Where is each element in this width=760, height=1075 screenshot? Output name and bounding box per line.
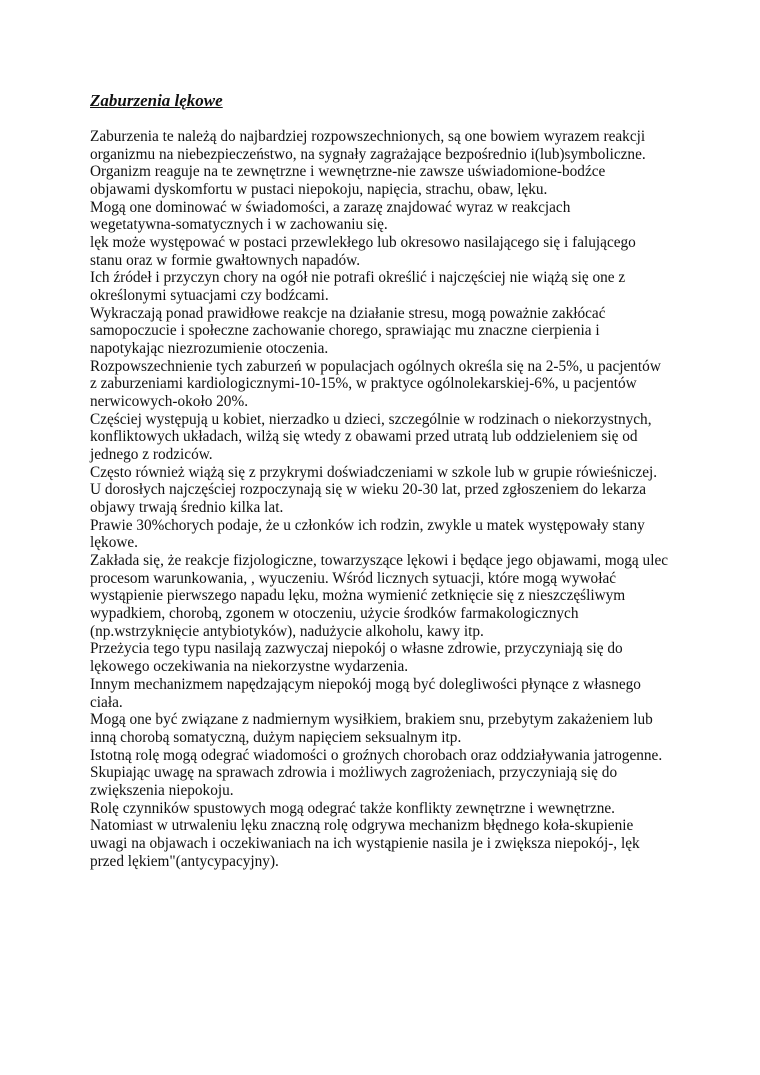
text-line: Przeżycia tego typu nasilają zazwyczaj niepokój o własne zdrowie, przyczyniają się do — [90, 640, 623, 658]
text-line: lękowego oczekiwania na niekorzystne wydarzenia. — [90, 658, 409, 676]
document-title: Zaburzenia lękowe — [90, 91, 223, 110]
text-line: ciała. — [90, 693, 123, 711]
document-body — [90, 128, 668, 870]
text-line: zwiększenia niepokoju. — [90, 781, 234, 799]
text-line: objawy trwają średnio kilka lat. — [90, 499, 284, 517]
text-line: uwagi na objawach i oczekiwaniach na ich wystąpienie nasila je i zwiększa niepokój-, lęk — [90, 834, 640, 852]
text-line: procesom warunkowania, , wyuczeniu. Wśród licznych sytuacji, które mogą wywołać — [90, 569, 617, 587]
text-line: Mogą one dominować w świadomości, a zarazę znajdować wyraz w reakcjach — [90, 198, 571, 216]
text-line: Zaburzenia te należą do najbardziej rozpowszechnionych, są one bowiem wyrazem reakcji — [90, 128, 646, 145]
text-line: organizmu na niebezpieczeństwo, na sygnały zagrażające bezpośrednio i(lub)symboliczne. — [90, 145, 646, 163]
text-line: Natomiast w utrwaleniu lęku znaczną rolę odgrywa mechanizm błędnego koła-skupienie — [90, 817, 634, 835]
text-line: Wykraczają ponad prawidłowe reakcje na działanie stresu, mogą poważnie zakłócać — [90, 304, 606, 322]
text-line: Często również wiążą się z przykrymi doświadczeniami w szkole lub w grupie rówieśniczej. — [90, 463, 658, 481]
text-line: Organizm reaguje na te zewnętrzne i wewnętrzne-nie zawsze uświadomione-bodźce — [90, 163, 606, 181]
text-line: konfliktowych układach, wilżą się wtedy z obawami przed utratą lub oddzieleniem się od — [90, 428, 638, 446]
text-line: Zakłada się, że reakcje fizjologiczne, towarzyszące lękowi i będące jego objawami, mogą ulec — [90, 552, 669, 570]
text-line: Ich źródeł i przyczyn chory na ogół nie potrafi określić i najczęściej nie wiążą się one z — [90, 269, 626, 287]
text-line: Mogą one być związane z nadmiernym wysiłkiem, brakiem snu, przebytym zakażeniem lub — [90, 711, 653, 729]
text-line: Częściej występują u kobiet, nierzadko u dzieci, szczególnie w rodzinach o niekorzystnych, — [90, 410, 652, 428]
text-line: lęk może występować w postaci przewlekłego lub okresowo nasilającego się i falującego — [90, 234, 636, 252]
text-line: jednego z rodziców. — [90, 446, 213, 464]
text-line: lękowe. — [90, 534, 138, 552]
text-line: wypadkiem, chorobą, zgonem w otoczeniu, użycie środków farmakologicznych — [90, 605, 579, 623]
text-line: wystąpienie pierwszego napadu lęku, można wymienić zetknięcie się z nieszczęśliwym — [90, 587, 626, 605]
text-line: Prawie 30%chorych podaje, że u członków ich rodzin, zwykle u matek występowały stany — [90, 516, 645, 534]
text-line: napotykając niezrozumienie otoczenia. — [90, 340, 329, 358]
text-line: Innym mechanizmem napędzającym niepokój mogą być dolegliwości płynące z własnego — [90, 675, 641, 693]
text-line: (np.wstrzyknięcie antybiotyków), nadużycie alkoholu, kawy itp. — [90, 622, 484, 640]
text-line: Skupiając uwagę na sprawach zdrowia i możliwych zagrożeniach, przyczyniają się do — [90, 764, 618, 782]
text-line: stanu oraz w formie gwałtownych napadów. — [90, 251, 361, 269]
text-line: objawami dyskomfortu w pustaci niepokoju, napięcia, strachu, obaw, lęku. — [90, 181, 548, 199]
text-line: Istotną rolę mogą odegrać wiadomości o groźnych chorobach oraz oddziaływania jatrogenne. — [90, 746, 663, 764]
text-line: samopoczucie i społeczne zachowanie chorego, sprawiając mu znaczne cierpienia i — [90, 322, 600, 340]
text-line: określonymi sytuacjami czy bodźcami. — [90, 287, 329, 305]
text-line: wegetatywna-somatycznych i w zachowaniu się. — [90, 216, 388, 234]
text-line: z zaburzeniami kardiologicznymi-10-15%, w praktyce ogólnolekarskiej-6%, u pacjentów — [90, 375, 637, 393]
text-line: inną chorobą somatyczną, dużym napięciem seksualnym itp. — [90, 728, 462, 746]
text-line: U dorosłych najczęściej rozpoczynają się w wieku 20-30 lat, przed zgłoszeniem do lekarza — [90, 481, 646, 499]
text-line: Rolę czynników spustowych mogą odegrać także konflikty zewnętrzne i wewnętrzne. — [90, 799, 616, 817]
text-line: Rozpowszechnienie tych zaburzeń w populacjach ogólnych określa się na 2-5%, u pacjentów — [90, 357, 661, 375]
text-line: przed lękiem"(antycypacyjny). — [90, 852, 279, 870]
text-line: nerwicowych-około 20%. — [90, 393, 249, 411]
